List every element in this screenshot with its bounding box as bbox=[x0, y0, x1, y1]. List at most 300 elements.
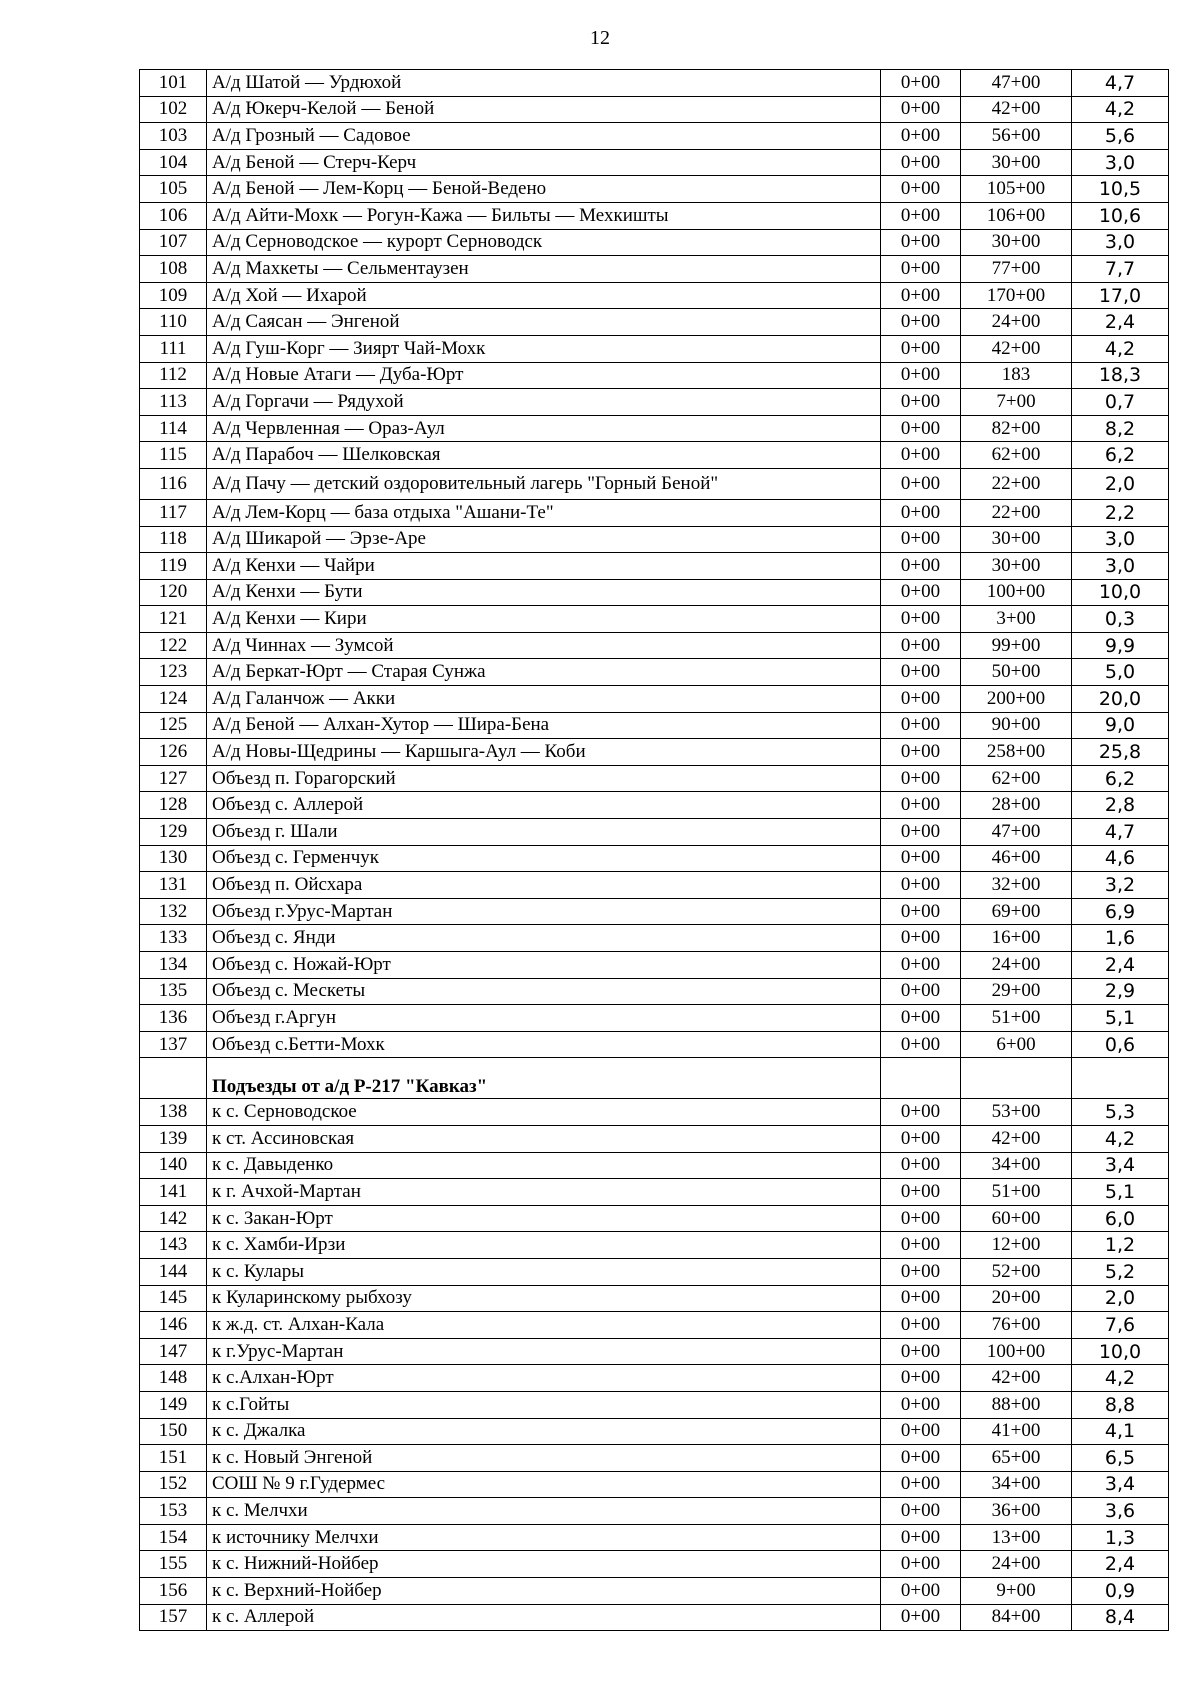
cell-name: к с. Хамби-Ирзи bbox=[207, 1232, 881, 1259]
table-row bbox=[140, 1445, 1169, 1472]
cell-num: 143 bbox=[140, 1232, 207, 1259]
cell-start: 0+00 bbox=[881, 202, 961, 229]
cell-len: 6,9 bbox=[1072, 898, 1169, 925]
cell-len: 1,6 bbox=[1072, 925, 1169, 952]
cell-start: 0+00 bbox=[881, 499, 961, 526]
cell-name: А/д Парабоч — Шелковская bbox=[207, 442, 881, 469]
cell-len: 2,8 bbox=[1072, 792, 1169, 819]
cell-num: 129 bbox=[140, 819, 207, 846]
table-row bbox=[140, 765, 1169, 792]
cell-name: к источнику Мелчхи bbox=[207, 1524, 881, 1551]
cell-start: 0+00 bbox=[881, 1099, 961, 1126]
cell-len: 6,0 bbox=[1072, 1205, 1169, 1232]
cell-name: А/д Кенхи — Чайри bbox=[207, 553, 881, 580]
table-row bbox=[140, 553, 1169, 580]
cell-num: 154 bbox=[140, 1524, 207, 1551]
cell-len: 2,0 bbox=[1072, 468, 1169, 499]
cell-start: 0+00 bbox=[881, 1445, 961, 1472]
cell-end: 51+00 bbox=[961, 1179, 1072, 1206]
table-row bbox=[140, 1031, 1169, 1058]
cell-end: 69+00 bbox=[961, 898, 1072, 925]
cell-num: 130 bbox=[140, 845, 207, 872]
cell-name: к с.Гойты bbox=[207, 1391, 881, 1418]
cell-start: 0+00 bbox=[881, 229, 961, 256]
table-row bbox=[140, 96, 1169, 123]
table-row bbox=[140, 335, 1169, 362]
cell-end: 46+00 bbox=[961, 845, 1072, 872]
cell-len: 3,0 bbox=[1072, 526, 1169, 553]
cell-num: 102 bbox=[140, 96, 207, 123]
cell-start: 0+00 bbox=[881, 309, 961, 336]
table-row bbox=[140, 229, 1169, 256]
cell-start: 0+00 bbox=[881, 632, 961, 659]
cell-num: 142 bbox=[140, 1205, 207, 1232]
cell-name: А/д Пачу — детский оздоровительный лагерь "Горный Беной" bbox=[207, 468, 881, 499]
cell-start: 0+00 bbox=[881, 1205, 961, 1232]
cell-len: 7,6 bbox=[1072, 1312, 1169, 1339]
cell-end: 62+00 bbox=[961, 765, 1072, 792]
cell-end: 42+00 bbox=[961, 96, 1072, 123]
cell-num: 155 bbox=[140, 1551, 207, 1578]
table-row bbox=[140, 1418, 1169, 1445]
cell-len: 5,0 bbox=[1072, 659, 1169, 686]
cell-num: 134 bbox=[140, 952, 207, 979]
cell-start: 0+00 bbox=[881, 1498, 961, 1525]
cell-end: 42+00 bbox=[961, 1125, 1072, 1152]
table-row bbox=[140, 659, 1169, 686]
cell-end: 258+00 bbox=[961, 739, 1072, 766]
cell-name: А/д Грозный — Садовое bbox=[207, 123, 881, 150]
cell-name: А/д Беной — Алхан-Хутор — Шира-Бена bbox=[207, 712, 881, 739]
cell-name: А/д Саясан — Энгеной bbox=[207, 309, 881, 336]
cell-name: А/д Лем-Корц — база отдыха "Ашани-Те" bbox=[207, 499, 881, 526]
cell-end: 52+00 bbox=[961, 1258, 1072, 1285]
table-row bbox=[140, 362, 1169, 389]
cell-num: 135 bbox=[140, 978, 207, 1005]
table-row bbox=[140, 415, 1169, 442]
section-header-row bbox=[140, 1058, 1169, 1099]
cell-start: 0+00 bbox=[881, 739, 961, 766]
cell-end: 24+00 bbox=[961, 952, 1072, 979]
table-row bbox=[140, 1179, 1169, 1206]
cell-end: 60+00 bbox=[961, 1205, 1072, 1232]
cell-end: 16+00 bbox=[961, 925, 1072, 952]
cell-len: 0,9 bbox=[1072, 1578, 1169, 1605]
cell-end: 34+00 bbox=[961, 1152, 1072, 1179]
table-row bbox=[140, 1005, 1169, 1032]
cell-name: А/д Шикарой — Эрзе-Аре bbox=[207, 526, 881, 553]
cell-num: 128 bbox=[140, 792, 207, 819]
table-row bbox=[140, 1391, 1169, 1418]
cell-num: 121 bbox=[140, 606, 207, 633]
cell-end: 106+00 bbox=[961, 202, 1072, 229]
cell-start: 0+00 bbox=[881, 149, 961, 176]
cell-len: 4,2 bbox=[1072, 1365, 1169, 1392]
cell-num: 141 bbox=[140, 1179, 207, 1206]
cell-len: 10,5 bbox=[1072, 176, 1169, 203]
cell-num: 104 bbox=[140, 149, 207, 176]
table-row bbox=[140, 819, 1169, 846]
cell-end: 51+00 bbox=[961, 1005, 1072, 1032]
cell-end: 7+00 bbox=[961, 389, 1072, 416]
cell-num: 144 bbox=[140, 1258, 207, 1285]
cell-name: Объезд п. Ойсхара bbox=[207, 872, 881, 899]
table-row bbox=[140, 176, 1169, 203]
cell-len: 17,0 bbox=[1072, 282, 1169, 309]
cell-len: 4,6 bbox=[1072, 845, 1169, 872]
cell-num: 118 bbox=[140, 526, 207, 553]
cell-end: 32+00 bbox=[961, 872, 1072, 899]
cell-end: 20+00 bbox=[961, 1285, 1072, 1312]
cell-len: 10,6 bbox=[1072, 202, 1169, 229]
cell-num: 150 bbox=[140, 1418, 207, 1445]
cell-name: А/д Беркат-Юрт — Старая Сунжа bbox=[207, 659, 881, 686]
table-row bbox=[140, 1498, 1169, 1525]
table-row bbox=[140, 925, 1169, 952]
cell-name: А/д Чиннах — Зумсой bbox=[207, 632, 881, 659]
cell-start: 0+00 bbox=[881, 952, 961, 979]
table-row bbox=[140, 1285, 1169, 1312]
cell-end: 22+00 bbox=[961, 499, 1072, 526]
cell-end: 28+00 bbox=[961, 792, 1072, 819]
cell-start: 0+00 bbox=[881, 1312, 961, 1339]
cell-len: 2,4 bbox=[1072, 1551, 1169, 1578]
cell-name: к с. Закан-Юрт bbox=[207, 1205, 881, 1232]
cell-len: 4,2 bbox=[1072, 96, 1169, 123]
cell-end: 99+00 bbox=[961, 632, 1072, 659]
cell-end: 13+00 bbox=[961, 1524, 1072, 1551]
cell-start: 0+00 bbox=[881, 686, 961, 713]
cell-end: 56+00 bbox=[961, 123, 1072, 150]
cell-name: А/д Горгачи — Рядухой bbox=[207, 389, 881, 416]
cell-name: к с.Алхан-Юрт bbox=[207, 1365, 881, 1392]
cell-num: 137 bbox=[140, 1031, 207, 1058]
cell-num: 157 bbox=[140, 1604, 207, 1631]
cell-end: 84+00 bbox=[961, 1604, 1072, 1631]
cell-start: 0+00 bbox=[881, 96, 961, 123]
cell-end: 42+00 bbox=[961, 335, 1072, 362]
cell-num: 117 bbox=[140, 499, 207, 526]
cell-end: 6+00 bbox=[961, 1031, 1072, 1058]
cell-name: Объезд с. Аллерой bbox=[207, 792, 881, 819]
cell-start: 0+00 bbox=[881, 819, 961, 846]
cell-start: 0+00 bbox=[881, 1125, 961, 1152]
cell-end: 76+00 bbox=[961, 1312, 1072, 1339]
table-row bbox=[140, 898, 1169, 925]
empty-cell bbox=[140, 1058, 207, 1099]
cell-num: 108 bbox=[140, 256, 207, 283]
cell-end: 42+00 bbox=[961, 1365, 1072, 1392]
cell-len: 3,6 bbox=[1072, 1498, 1169, 1525]
cell-num: 133 bbox=[140, 925, 207, 952]
table-row bbox=[140, 442, 1169, 469]
cell-name: А/д Беной — Стерч-Керч bbox=[207, 149, 881, 176]
cell-len: 1,2 bbox=[1072, 1232, 1169, 1259]
cell-name: к с. Новый Энгеной bbox=[207, 1445, 881, 1472]
cell-end: 24+00 bbox=[961, 309, 1072, 336]
cell-start: 0+00 bbox=[881, 1258, 961, 1285]
cell-start: 0+00 bbox=[881, 1471, 961, 1498]
cell-num: 146 bbox=[140, 1312, 207, 1339]
cell-len: 5,6 bbox=[1072, 123, 1169, 150]
cell-len: 6,2 bbox=[1072, 765, 1169, 792]
cell-num: 112 bbox=[140, 362, 207, 389]
cell-len: 6,2 bbox=[1072, 442, 1169, 469]
table-row bbox=[140, 526, 1169, 553]
cell-name: Объезд с. Ножай-Юрт bbox=[207, 952, 881, 979]
table-row bbox=[140, 1312, 1169, 1339]
roads-table bbox=[139, 69, 1169, 1631]
cell-len: 5,3 bbox=[1072, 1099, 1169, 1126]
cell-end: 77+00 bbox=[961, 256, 1072, 283]
table-row bbox=[140, 256, 1169, 283]
cell-start: 0+00 bbox=[881, 1232, 961, 1259]
section-title: Подъезды от а/д Р-217 "Кавказ" bbox=[207, 1058, 881, 1099]
cell-len: 3,2 bbox=[1072, 872, 1169, 899]
cell-name: Объезд с. Янди bbox=[207, 925, 881, 952]
cell-num: 151 bbox=[140, 1445, 207, 1472]
cell-num: 110 bbox=[140, 309, 207, 336]
cell-len: 4,2 bbox=[1072, 1125, 1169, 1152]
cell-name: к с. Нижний-Нойбер bbox=[207, 1551, 881, 1578]
cell-name: А/д Червленная — Ораз-Аул bbox=[207, 415, 881, 442]
cell-start: 0+00 bbox=[881, 176, 961, 203]
cell-start: 0+00 bbox=[881, 898, 961, 925]
cell-name: к с. Джалка bbox=[207, 1418, 881, 1445]
cell-start: 0+00 bbox=[881, 1365, 961, 1392]
cell-end: 3+00 bbox=[961, 606, 1072, 633]
cell-num: 152 bbox=[140, 1471, 207, 1498]
cell-start: 0+00 bbox=[881, 606, 961, 633]
cell-len: 5,2 bbox=[1072, 1258, 1169, 1285]
cell-name: А/д Юкерч-Келой — Беной bbox=[207, 96, 881, 123]
cell-name: к г.Урус-Мартан bbox=[207, 1338, 881, 1365]
cell-len: 4,7 bbox=[1072, 70, 1169, 97]
cell-name: Объезд г.Урус-Мартан bbox=[207, 898, 881, 925]
cell-start: 0+00 bbox=[881, 579, 961, 606]
cell-num: 115 bbox=[140, 442, 207, 469]
table-row bbox=[140, 1099, 1169, 1126]
table-row bbox=[140, 686, 1169, 713]
cell-start: 0+00 bbox=[881, 1524, 961, 1551]
table-row bbox=[140, 845, 1169, 872]
cell-len: 8,2 bbox=[1072, 415, 1169, 442]
table-row bbox=[140, 1258, 1169, 1285]
cell-num: 120 bbox=[140, 579, 207, 606]
cell-len: 4,1 bbox=[1072, 1418, 1169, 1445]
cell-num: 136 bbox=[140, 1005, 207, 1032]
table-row bbox=[140, 1232, 1169, 1259]
cell-num: 114 bbox=[140, 415, 207, 442]
cell-name: СОШ № 9 г.Гудермес bbox=[207, 1471, 881, 1498]
cell-len: 20,0 bbox=[1072, 686, 1169, 713]
cell-num: 145 bbox=[140, 1285, 207, 1312]
cell-start: 0+00 bbox=[881, 659, 961, 686]
cell-end: 12+00 bbox=[961, 1232, 1072, 1259]
cell-len: 8,4 bbox=[1072, 1604, 1169, 1631]
cell-start: 0+00 bbox=[881, 925, 961, 952]
cell-name: А/д Галанчож — Акки bbox=[207, 686, 881, 713]
cell-start: 0+00 bbox=[881, 978, 961, 1005]
cell-start: 0+00 bbox=[881, 1285, 961, 1312]
table-row bbox=[140, 389, 1169, 416]
cell-len: 4,2 bbox=[1072, 335, 1169, 362]
cell-start: 0+00 bbox=[881, 468, 961, 499]
cell-start: 0+00 bbox=[881, 1031, 961, 1058]
table-row bbox=[140, 978, 1169, 1005]
cell-num: 126 bbox=[140, 739, 207, 766]
cell-start: 0+00 bbox=[881, 1391, 961, 1418]
cell-end: 90+00 bbox=[961, 712, 1072, 739]
cell-len: 3,0 bbox=[1072, 553, 1169, 580]
cell-len: 6,5 bbox=[1072, 1445, 1169, 1472]
table-row bbox=[140, 282, 1169, 309]
cell-end: 29+00 bbox=[961, 978, 1072, 1005]
cell-start: 0+00 bbox=[881, 415, 961, 442]
cell-len: 3,4 bbox=[1072, 1152, 1169, 1179]
cell-len: 0,7 bbox=[1072, 389, 1169, 416]
cell-num: 106 bbox=[140, 202, 207, 229]
cell-name: Объезд г.Аргун bbox=[207, 1005, 881, 1032]
cell-name: А/д Гуш-Корг — Зиярт Чай-Мохк bbox=[207, 335, 881, 362]
empty-cell bbox=[961, 1058, 1072, 1099]
cell-len: 25,8 bbox=[1072, 739, 1169, 766]
cell-name: к г. Ачхой-Мартан bbox=[207, 1179, 881, 1206]
cell-start: 0+00 bbox=[881, 335, 961, 362]
cell-name: к с. Кулары bbox=[207, 1258, 881, 1285]
empty-cell bbox=[881, 1058, 961, 1099]
cell-start: 0+00 bbox=[881, 765, 961, 792]
table-row bbox=[140, 499, 1169, 526]
cell-name: к с. Мелчхи bbox=[207, 1498, 881, 1525]
cell-len: 9,9 bbox=[1072, 632, 1169, 659]
cell-name: А/д Беной — Лем-Корц — Беной-Ведено bbox=[207, 176, 881, 203]
cell-num: 124 bbox=[140, 686, 207, 713]
cell-end: 183 bbox=[961, 362, 1072, 389]
cell-end: 105+00 bbox=[961, 176, 1072, 203]
table-row bbox=[140, 1338, 1169, 1365]
cell-num: 149 bbox=[140, 1391, 207, 1418]
cell-end: 22+00 bbox=[961, 468, 1072, 499]
cell-start: 0+00 bbox=[881, 872, 961, 899]
cell-end: 82+00 bbox=[961, 415, 1072, 442]
cell-end: 34+00 bbox=[961, 1471, 1072, 1498]
cell-end: 53+00 bbox=[961, 1099, 1072, 1126]
cell-len: 1,3 bbox=[1072, 1524, 1169, 1551]
cell-end: 200+00 bbox=[961, 686, 1072, 713]
cell-start: 0+00 bbox=[881, 712, 961, 739]
cell-end: 170+00 bbox=[961, 282, 1072, 309]
cell-num: 140 bbox=[140, 1152, 207, 1179]
table-row bbox=[140, 202, 1169, 229]
cell-start: 0+00 bbox=[881, 1005, 961, 1032]
table-row bbox=[140, 579, 1169, 606]
cell-num: 113 bbox=[140, 389, 207, 416]
table-row bbox=[140, 1524, 1169, 1551]
cell-len: 3,0 bbox=[1072, 149, 1169, 176]
cell-name: Объезд с.Бетти-Мохк bbox=[207, 1031, 881, 1058]
table-row bbox=[140, 739, 1169, 766]
table-row bbox=[140, 468, 1169, 499]
cell-name: А/д Махкеты — Сельментаузен bbox=[207, 256, 881, 283]
cell-start: 0+00 bbox=[881, 123, 961, 150]
table-row bbox=[140, 1365, 1169, 1392]
cell-end: 100+00 bbox=[961, 579, 1072, 606]
cell-end: 30+00 bbox=[961, 526, 1072, 553]
table-row bbox=[140, 1205, 1169, 1232]
cell-start: 0+00 bbox=[881, 362, 961, 389]
cell-len: 10,0 bbox=[1072, 579, 1169, 606]
cell-len: 3,0 bbox=[1072, 229, 1169, 256]
cell-num: 138 bbox=[140, 1099, 207, 1126]
cell-end: 50+00 bbox=[961, 659, 1072, 686]
cell-end: 62+00 bbox=[961, 442, 1072, 469]
cell-name: к с. Давыденко bbox=[207, 1152, 881, 1179]
table-row bbox=[140, 1551, 1169, 1578]
cell-name: А/д Айти-Мохк — Рогун-Кажа — Бильты — Мехкишты bbox=[207, 202, 881, 229]
cell-num: 147 bbox=[140, 1338, 207, 1365]
cell-start: 0+00 bbox=[881, 442, 961, 469]
table-row bbox=[140, 1578, 1169, 1605]
cell-num: 131 bbox=[140, 872, 207, 899]
cell-num: 116 bbox=[140, 468, 207, 499]
cell-start: 0+00 bbox=[881, 1179, 961, 1206]
cell-start: 0+00 bbox=[881, 526, 961, 553]
cell-num: 107 bbox=[140, 229, 207, 256]
cell-start: 0+00 bbox=[881, 845, 961, 872]
cell-end: 47+00 bbox=[961, 70, 1072, 97]
cell-len: 5,1 bbox=[1072, 1179, 1169, 1206]
cell-start: 0+00 bbox=[881, 282, 961, 309]
table-row bbox=[140, 792, 1169, 819]
cell-num: 156 bbox=[140, 1578, 207, 1605]
cell-len: 0,6 bbox=[1072, 1031, 1169, 1058]
cell-name: к ст. Ассиновская bbox=[207, 1125, 881, 1152]
cell-end: 47+00 bbox=[961, 819, 1072, 846]
table-row bbox=[140, 70, 1169, 97]
cell-name: Объезд п. Горагорский bbox=[207, 765, 881, 792]
cell-end: 88+00 bbox=[961, 1391, 1072, 1418]
cell-name: к с. Верхний-Нойбер bbox=[207, 1578, 881, 1605]
cell-start: 0+00 bbox=[881, 1418, 961, 1445]
cell-end: 9+00 bbox=[961, 1578, 1072, 1605]
table-row bbox=[140, 872, 1169, 899]
cell-num: 153 bbox=[140, 1498, 207, 1525]
cell-name: к ж.д. ст. Алхан-Кала bbox=[207, 1312, 881, 1339]
table-row bbox=[140, 1471, 1169, 1498]
cell-num: 125 bbox=[140, 712, 207, 739]
cell-num: 109 bbox=[140, 282, 207, 309]
cell-name: к с. Серноводское bbox=[207, 1099, 881, 1126]
cell-name: А/д Кенхи — Бути bbox=[207, 579, 881, 606]
cell-name: А/д Серноводское — курорт Серноводск bbox=[207, 229, 881, 256]
table-row bbox=[140, 309, 1169, 336]
cell-end: 30+00 bbox=[961, 229, 1072, 256]
cell-start: 0+00 bbox=[881, 1578, 961, 1605]
cell-name: А/д Кенхи — Кири bbox=[207, 606, 881, 633]
cell-len: 5,1 bbox=[1072, 1005, 1169, 1032]
cell-num: 123 bbox=[140, 659, 207, 686]
cell-start: 0+00 bbox=[881, 1604, 961, 1631]
table-row bbox=[140, 1125, 1169, 1152]
cell-len: 18,3 bbox=[1072, 362, 1169, 389]
cell-end: 100+00 bbox=[961, 1338, 1072, 1365]
cell-name: к Куларинскому рыбхозу bbox=[207, 1285, 881, 1312]
table-row bbox=[140, 712, 1169, 739]
table-row bbox=[140, 1604, 1169, 1631]
cell-name: А/д Шатой — Урдюхой bbox=[207, 70, 881, 97]
cell-num: 101 bbox=[140, 70, 207, 97]
